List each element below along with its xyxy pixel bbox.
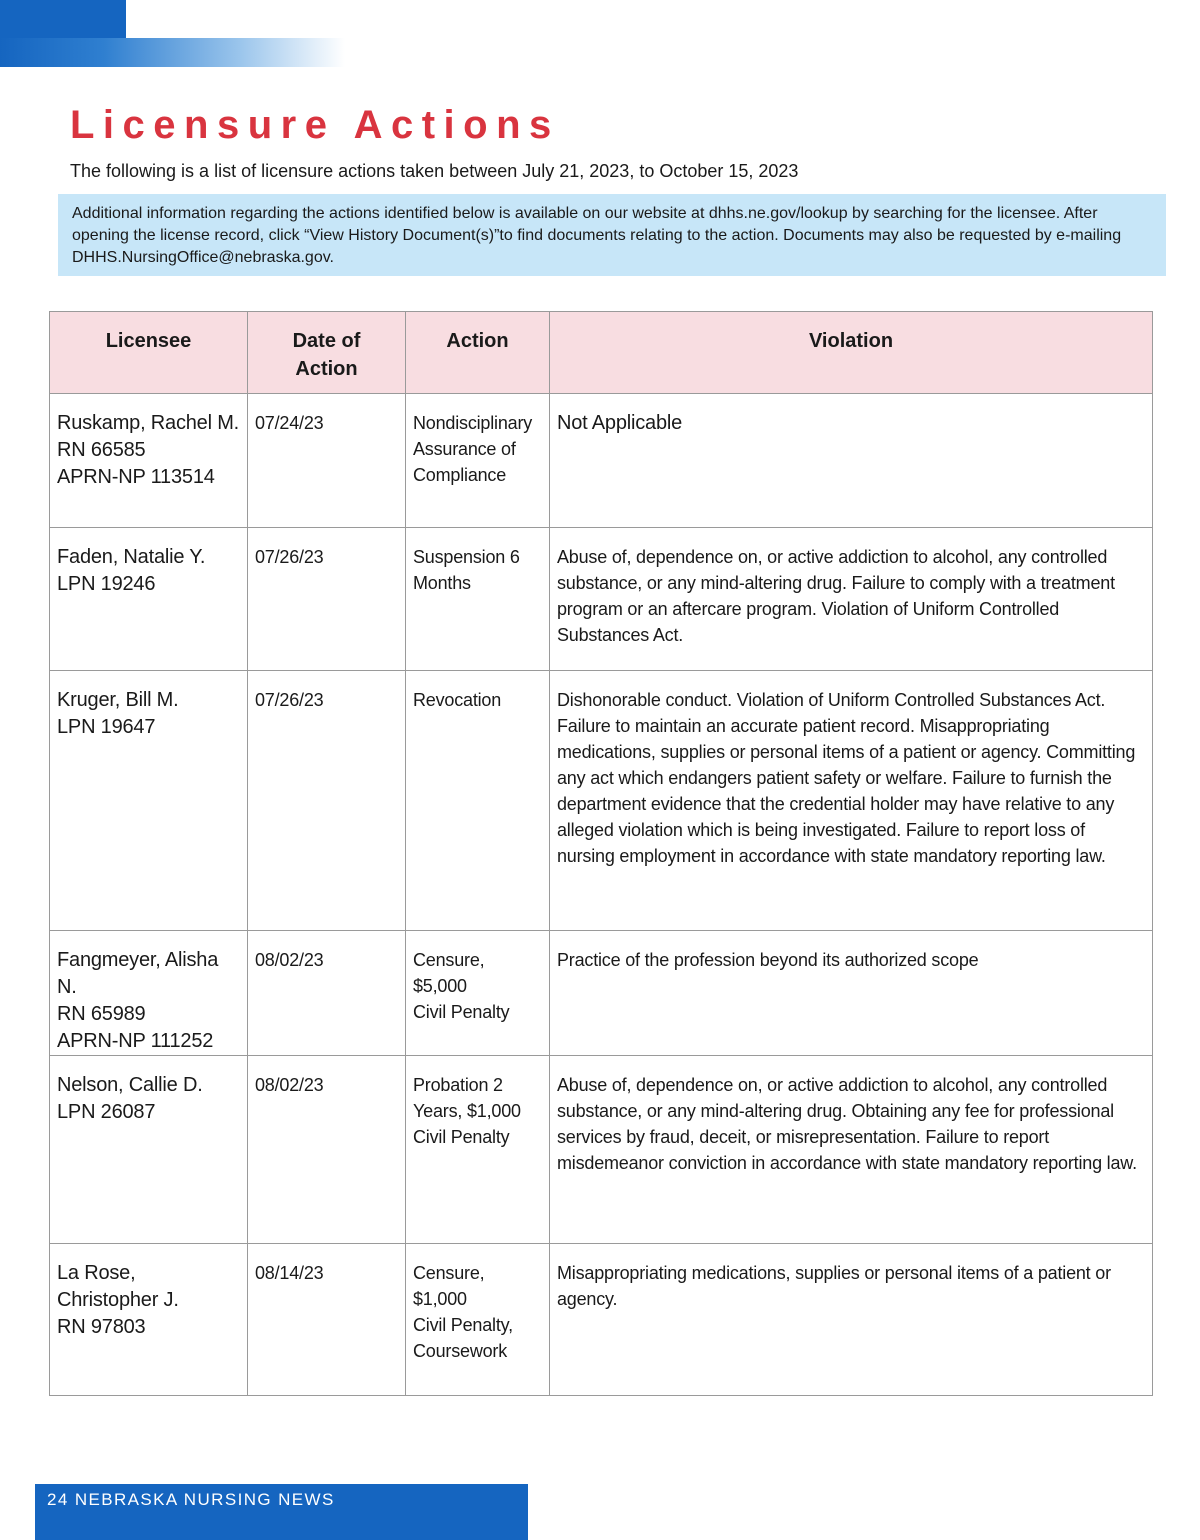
licensee-name: Faden, Natalie Y. [57, 546, 206, 568]
action-line: Nondisciplinary [413, 413, 533, 433]
licensee-cell [50, 394, 248, 528]
action-line: Assurance of [413, 439, 516, 459]
page-subtitle: The following is a list of licensure actions taken between July 21, 2023, to October 15, 2023 [70, 161, 799, 181]
licensee-name: Kruger, Bill M. [57, 689, 179, 711]
table-row [50, 394, 1153, 528]
license-number: LPN 19246 [57, 573, 156, 595]
license-number: RN 97803 [57, 1316, 146, 1338]
action-line: Civil Penalty, [413, 1315, 513, 1335]
table-header-row [50, 312, 1153, 394]
licensee-cell [50, 1244, 248, 1396]
action-line: Censure, $1,000 [413, 1263, 485, 1309]
date-cell: 08/02/23 [248, 1056, 406, 1244]
action-line: Civil Penalty [413, 1127, 510, 1147]
violation-cell: Practice of the profession beyond its authorized scope [550, 931, 1153, 1056]
date-cell: 07/26/23 [248, 528, 406, 671]
date-cell: 07/24/23 [248, 394, 406, 528]
action-line: Coursework [413, 1341, 508, 1361]
table-row [50, 1244, 1153, 1396]
license-number: APRN-NP 111252 [57, 1030, 214, 1052]
column-header-date-line1: Date of [292, 330, 361, 352]
action-line: Revocation [413, 690, 502, 710]
license-number: LPN 19647 [57, 716, 156, 738]
column-header-licensee: Licensee [50, 312, 248, 394]
action-line: Civil Penalty [413, 1002, 510, 1022]
date-cell: 07/26/23 [248, 671, 406, 931]
info-callout: Additional information regarding the actions identified below is available on our website at dhhs.ne.gov/lookup by searching for the licensee. After opening the license record, click “View History Document(s)”to find documents relating to the action. Documents may also be requested by e-mailing DHHS.NursingOffice@nebraska.gov. [58, 194, 1166, 276]
action-cell [406, 394, 550, 528]
licensee-name: La Rose, Christopher J. [57, 1262, 179, 1311]
licensee-name: Fangmeyer, Alisha N. [57, 949, 219, 998]
action-cell [406, 931, 550, 1056]
violation-cell: Misappropriating medications, supplies or personal items of a patient or agency. [550, 1244, 1153, 1396]
action-line: Suspension 6 [413, 547, 520, 567]
licensee-name: Ruskamp, Rachel M. [57, 412, 240, 434]
footer-bar [35, 1484, 528, 1540]
page-footer-text: 24 NEBRASKA NURSING NEWS [47, 1490, 335, 1509]
table-row [50, 1056, 1153, 1244]
header-gradient-bar [0, 38, 345, 67]
column-header-date-line2: Action [295, 358, 358, 380]
page-title: Licensure Actions [70, 103, 560, 147]
violation-cell: Abuse of, dependence on, or active addiction to alcohol, any controlled substance, or any mind-altering drug. Failure to comply with a treatment program or an aftercare program. Violation of Uniform Controlled Substances Act. [550, 528, 1153, 671]
violation-cell: Not Applicable [550, 394, 1153, 528]
licensee-cell [50, 1056, 248, 1244]
action-cell [406, 671, 550, 931]
licensee-name: Nelson, Callie D. [57, 1074, 203, 1096]
action-line: Years, $1,000 [413, 1101, 521, 1121]
licensure-actions-table [49, 311, 1153, 1396]
date-cell: 08/02/23 [248, 931, 406, 1056]
action-line: Censure, $5,000 [413, 950, 485, 996]
violation-cell: Dishonorable conduct. Violation of Uniform Controlled Substances Act. Failure to maintain an accurate patient record. Misappropriating medications, supplies or personal items of a patient or agency. Committing any act which endangers patient safety or welfare. Failure to furnish the department evidence that the credential holder may have relative to any alleged violation which is being investigated. Failure to report loss of nursing employment in accordance with state mandatory reporting law. [550, 671, 1153, 931]
license-number: RN 65989 [57, 1003, 146, 1025]
date-cell: 08/14/23 [248, 1244, 406, 1396]
column-header-date [248, 312, 406, 394]
action-line: Probation 2 [413, 1075, 503, 1095]
action-line: Compliance [413, 465, 507, 485]
violation-cell: Abuse of, dependence on, or active addiction to alcohol, any controlled substance, or any mind-altering drug. Obtaining any fee for professional services by fraud, deceit, or misrepresentation. Failure to report misdemeanor conviction in accordance with state mandatory reporting law. [550, 1056, 1153, 1244]
action-cell [406, 528, 550, 671]
licensee-cell [50, 671, 248, 931]
action-cell [406, 1056, 550, 1244]
table-row [50, 671, 1153, 931]
column-header-violation: Violation [550, 312, 1153, 394]
table-row [50, 931, 1153, 1056]
licensee-cell [50, 528, 248, 671]
license-number: APRN-NP 113514 [57, 466, 215, 488]
license-number: RN 66585 [57, 439, 146, 461]
license-number: LPN 26087 [57, 1101, 156, 1123]
licensee-cell [50, 931, 248, 1056]
action-cell [406, 1244, 550, 1396]
table-row [50, 528, 1153, 671]
action-line: Months [413, 573, 471, 593]
column-header-action: Action [406, 312, 550, 394]
